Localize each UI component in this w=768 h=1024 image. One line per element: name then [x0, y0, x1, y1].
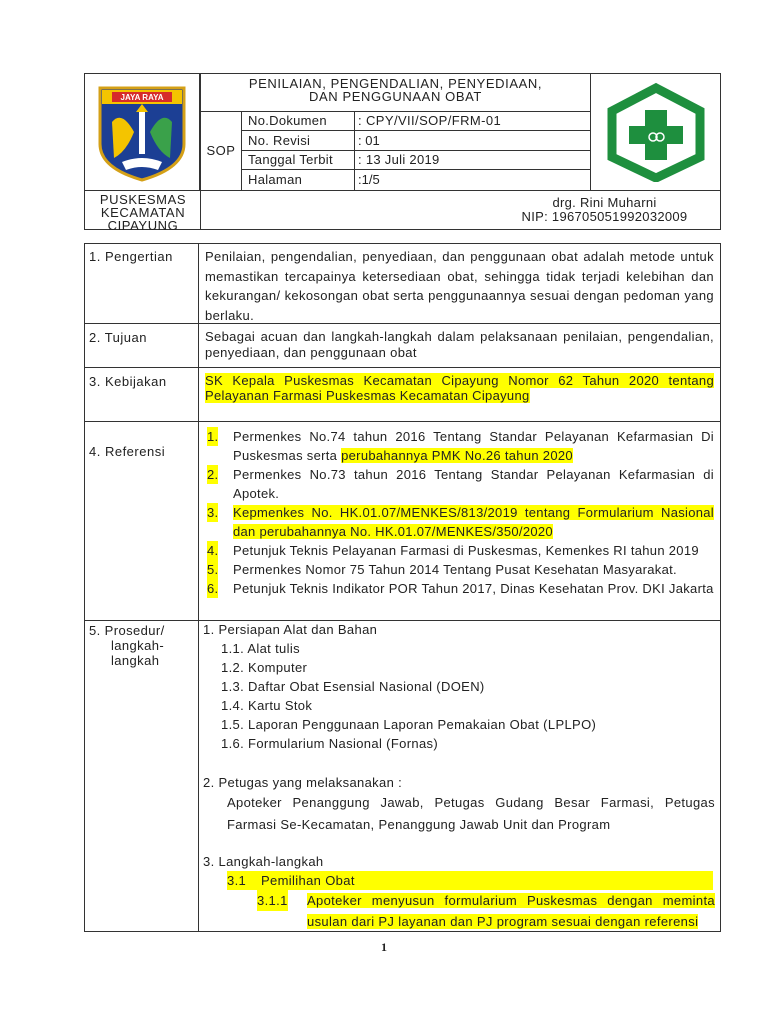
puskesmas-logo-icon — [600, 82, 712, 182]
referensi-text-6: Petunjuk Teknis Indikator POR Tahun 2017, Dinas Kesehatan Prov. DKI Jakarta — [233, 581, 714, 596]
label-pengertian: 1. Pengertian — [89, 249, 173, 264]
org-line-1: PUSKESMAS — [99, 192, 187, 207]
prosedur-s1-item-2: 1.2. Komputer — [221, 660, 308, 675]
referensi-text-4: Petunjuk Teknis Pelayanan Farmasi di Puskesmas, Kemenkes RI tahun 2019 — [233, 543, 699, 558]
prosedur-label-line-1: 5. Prosedur/ — [89, 623, 165, 638]
prosedur-s31-num: 3.1 — [227, 873, 247, 888]
org-line-2: KECAMATAN — [100, 205, 186, 220]
label-kebijakan: 3. Kebijakan — [89, 374, 167, 389]
referensi-num-1: 1. — [207, 429, 219, 444]
label-referensi: 4. Referensi — [89, 444, 166, 459]
prosedur-s1-item-3: 1.3. Daftar Obat Esensial Nasional (DOEN) — [221, 679, 485, 694]
prosedur-s2-text: Apoteker Penanggung Jawab, Petugas Gudang Besar Farmasi, Petugas Farmasi Se-Kecamatan, Penanggung Jawab Unit dan Program — [227, 795, 715, 832]
doc-row-value-0: : CPY/VII/SOP/FRM-01 — [358, 113, 502, 128]
prosedur-s1-item-5: 1.5. Laporan Penggunaan Laporan Pemakaian Obat (LPLPO) — [221, 717, 597, 732]
doc-row-value-3: :1/5 — [358, 172, 380, 187]
referensi-num-5: 5. — [207, 562, 219, 577]
doc-row-label-2: Tanggal Terbit — [248, 152, 333, 167]
doc-row-value-1: : 01 — [358, 133, 380, 148]
referensi-num-6: 6. — [207, 581, 219, 596]
referensi-text-1b: perubahannya PMK No.26 tahun 2020 — [341, 448, 573, 463]
prosedur-s31 — [203, 871, 715, 890]
prosedur-s1-title: 1. Persiapan Alat dan Bahan — [203, 622, 378, 637]
referensi-text-1a: Permenkes No.74 tahun 2016 Tentang Standar Pelayanan Kefarmasian Di Puskesmas serta — [233, 429, 714, 463]
prosedur-s3-title: 3. Langkah-langkah — [203, 854, 324, 869]
org-line-3: CIPAYUNG — [107, 218, 179, 233]
prosedur-s311-text: Apoteker menyusun formularium Puskesmas dengan meminta usulan dari PJ layanan dan PJ program sesuai dengan referensi — [307, 893, 715, 929]
prosedur-s1-item-1: 1.1. Alat tulis — [221, 641, 300, 656]
signer-name: drg. Rini Muharni — [552, 195, 657, 210]
sop-label: SOP — [206, 143, 236, 158]
prosedur-s31-title: Pemilihan Obat — [261, 873, 355, 888]
referensi-item-5 — [207, 560, 714, 579]
referensi-item-4 — [207, 541, 714, 560]
referensi-num-4: 4. — [207, 543, 219, 558]
prosedur-s31-highlight — [227, 871, 713, 890]
kebijakan-text-wrap — [205, 373, 714, 403]
page-number: 1 — [381, 940, 387, 954]
referensi-num-2: 2. — [207, 467, 219, 482]
referensi-list — [207, 427, 714, 598]
pengertian-text: Penilaian, pengendalian, penyediaan, dan penggunaan obat adalah metode untuk memastikan tercapainya ketersediaan obat, sehingga tidak terjadi kelebihan dan kekurangan/ kekosongan obat serta penggunaannya sesuai dengan pedoman yang berlaku. — [205, 249, 714, 323]
referensi-num-3: 3. — [207, 505, 219, 520]
document-title-block — [201, 77, 590, 103]
jakarta-emblem-icon — [92, 82, 192, 182]
doc-row-value-2: : 13 Juli 2019 — [358, 152, 440, 167]
prosedur-label-line-2: langkah- — [111, 638, 165, 653]
prosedur-s2-title: 2. Petugas yang melaksanakan : — [203, 775, 403, 790]
referensi-text-5: Permenkes Nomor 75 Tahun 2014 Tentang Pusat Kesehatan Masyarakat. — [233, 562, 677, 577]
kebijakan-text: SK Kepala Puskesmas Kecamatan Cipayung Nomor 62 Tahun 2020 tentang Pelayanan Farmasi Puskesmas Kecamatan Cipayung — [205, 373, 714, 403]
signer-block — [490, 196, 719, 224]
prosedur-s311 — [203, 890, 715, 932]
emblem-banner-text: JAYA RAYA — [120, 93, 164, 102]
referensi-text-3: Kepmenkes No. HK.01.07/MENKES/813/2019 tentang Formularium Nasional dan perubahannya No. HK.01.07/MENKES/350/2020 — [233, 505, 714, 539]
tujuan-text: Sebagai acuan dan langkah-langkah dalam pelaksanaan penilaian, pengendalian, penyediaan, dan penggunaan obat — [205, 329, 714, 360]
prosedur-s1-item-6: 1.6. Formularium Nasional (Fornas) — [221, 736, 439, 751]
signer-nip: NIP: 196705051992032009 — [521, 209, 688, 224]
prosedur-s1-item-4: 1.4. Kartu Stok — [221, 698, 313, 713]
label-prosedur — [89, 623, 165, 668]
label-tujuan: 2. Tujuan — [89, 330, 147, 345]
doc-row-label-1: No. Revisi — [248, 133, 311, 148]
prosedur-label-line-3: langkah — [111, 653, 160, 668]
doc-row-label-3: Halaman — [248, 172, 303, 187]
referensi-text-2: Permenkes No.73 tahun 2016 Tentang Standar Pelayanan Kefarmasian di Apotek. — [233, 467, 714, 501]
prosedur-s311-num: 3.1.1 — [257, 890, 288, 911]
organization-name — [86, 193, 200, 232]
referensi-item-3 — [207, 503, 714, 541]
referensi-item-2 — [207, 465, 714, 503]
referensi-item-1 — [207, 427, 714, 465]
prosedur-content — [203, 620, 715, 932]
title-line-2: DAN PENGGUNAAN OBAT — [309, 89, 482, 104]
logo-right-box — [591, 74, 720, 190]
logo-left-box — [84, 73, 200, 190]
referensi-item-6 — [207, 579, 714, 598]
title-line-1: PENILAIAN, PENGENDALIAN, PENYEDIAAN, — [248, 76, 543, 91]
doc-row-label-0: No.Dokumen — [248, 113, 327, 128]
